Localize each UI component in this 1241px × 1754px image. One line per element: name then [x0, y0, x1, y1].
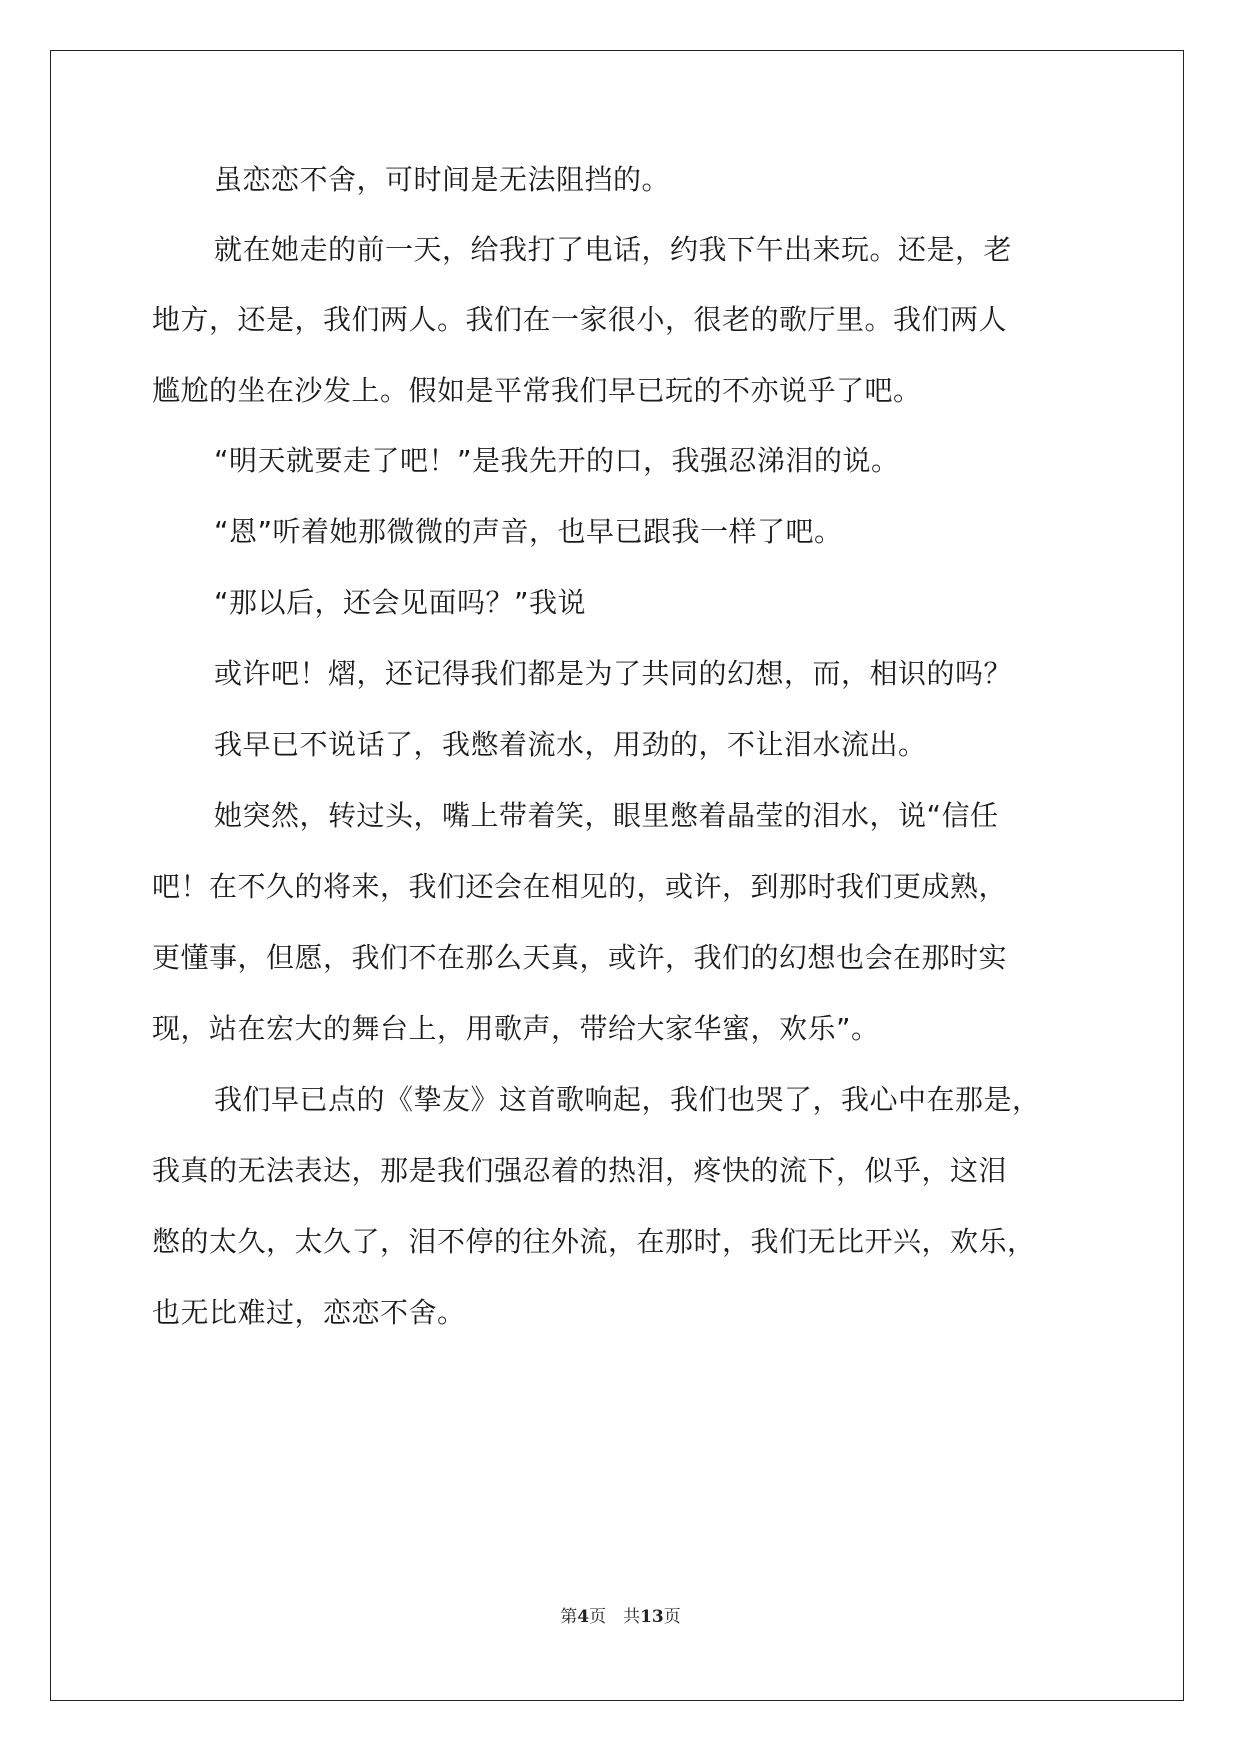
page-number-footer — [0, 1602, 1241, 1627]
paragraph-line: 更懂事，但愿，我们不在那么天真，或许，我们的幻想也会在那时实 — [152, 941, 1008, 974]
paragraph-line: 我早已不说话了，我憋着流水，用劲的，不让泪水流出。 — [214, 728, 927, 761]
paragraph-line: 尴尬的坐在沙发上。假如是平常我们早已玩的不亦说乎了吧。 — [152, 374, 922, 407]
paragraph-line: 我们早已点的《挚友》这首歌响起，我们也哭了，我心中在那是， — [214, 1083, 1041, 1116]
paragraph-line: 地方，还是，我们两人。我们在一家很小，很老的歌厅里。我们两人 — [152, 303, 1008, 336]
paragraph-line: 她突然，转过头，嘴上带着笑，眼里憋着晶莹的泪水，说“信任 — [214, 799, 999, 832]
paragraph-line: 吧！在不久的将来，我们还会在相见的，或许，到那时我们更成熟， — [152, 870, 1008, 903]
current-page-number: 4 — [577, 1607, 590, 1627]
page-mid: 页 共 — [589, 1607, 641, 1627]
paragraph-line: 我真的无法表达，那是我们强忍着的热泪，疼快的流下，似乎，这泪 — [152, 1154, 1008, 1187]
page-suffix: 页 — [663, 1607, 681, 1627]
paragraph-line: 憋的太久，太久了，泪不停的往外流，在那时，我们无比开兴，欢乐， — [152, 1225, 1036, 1258]
paragraph-line: “恩”听着她那微微的声音，也早已跟我一样了吧。 — [214, 515, 843, 548]
paragraph-line: 虽恋恋不舍，可时间是无法阻挡的。 — [214, 163, 671, 196]
paragraph-line: 现，站在宏大的舞台上，用歌声，带给大家华蜜，欢乐”。 — [152, 1012, 880, 1045]
total-page-number: 13 — [640, 1607, 664, 1627]
paragraph-line: “那以后，还会见面吗？”我说 — [214, 586, 587, 619]
paragraph-line: 也无比难过，恋恋不舍。 — [152, 1296, 466, 1329]
paragraph-line: 就在她走的前一天，给我打了电话，约我下午出来玩。还是，老 — [214, 233, 1013, 266]
paragraph-line: “明天就要走了吧！”是我先开的口，我强忍涕泪的说。 — [214, 444, 900, 477]
page-prefix: 第 — [560, 1607, 578, 1627]
paragraph-line: 或许吧！熠，还记得我们都是为了共同的幻想，而，相识的吗？ — [214, 657, 1013, 690]
